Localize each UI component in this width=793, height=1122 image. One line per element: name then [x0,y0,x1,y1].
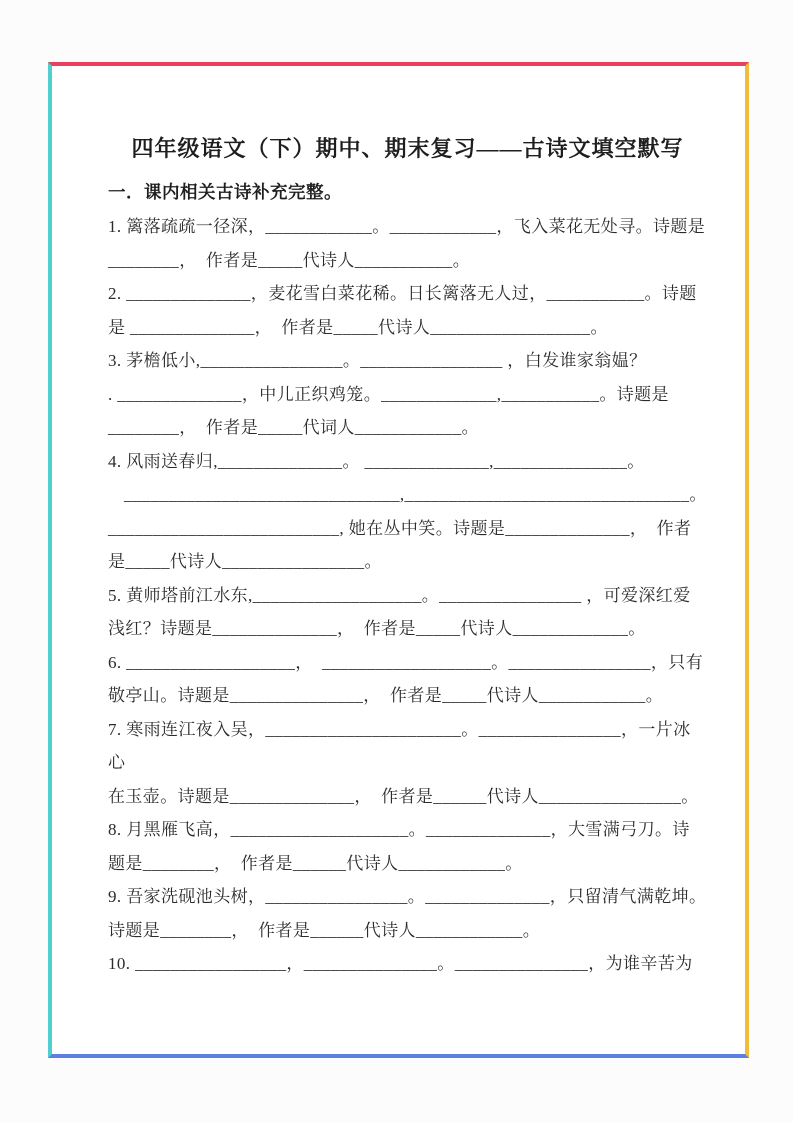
text-row-q1a: 1. 篱落疏疏一径深，____________。____________，飞入菜花无处寻。诗题是 [108,217,706,236]
text-row-q5a: 5. 黄师塔前江水东,___________________。________________ ，可爱深红爱 [108,585,691,605]
text-row-q4d: 是_____代诗人________________。 [108,552,382,571]
text-row-q3a: 3. 茅檐低小,________________。________________ ，白发谁家翁媪？ [108,351,647,370]
page-title: 四年级语文（下）期中、期末复习——古诗文填空默写 [131,136,684,161]
question-list [108,210,707,981]
text-row-q5b: 浅红？诗题是______________， 作者是_____代诗人_____________。 [108,619,646,638]
text-row-q6b: 敬亭山。诗题是_______________， 作者是_____代诗人____________。 [108,686,664,705]
text-row-q1b: ________， 作者是_____代诗人___________。 [108,250,471,270]
text-row-q4c: __________________________, 她在丛中笑。诗题是______________， 作者 [108,518,692,538]
text-row-q7a: 7. 寒雨连江夜入吴，______________________。________________，一片冰心 [108,719,691,772]
text-row-q2a: 2. ______________，麦花雪白菜花稀。日长篱落无人过，___________。诗题 [108,284,697,303]
text-row-q10a: 10. _________________，_______________。_______________，为谁辛苦为 [108,954,693,973]
text-row-q4a: 4. 风雨送春归,______________。 ______________,_______________。 [108,451,645,471]
text-row-q9a: 9. 吾家洗砚池头树，________________。______________，只留清气满乾坤。 [108,887,707,906]
text-row-q8a: 8. 月黑雁飞高，____________________。______________，大雪满弓刀。诗 [108,820,690,839]
text-row-q8b: 题是________， 作者是______代诗人____________。 [108,853,523,873]
text-row-q3c: ________， 作者是_____代词人____________。 [108,418,479,437]
text-row-q4b: _______________________________,________________________________。 [124,485,707,504]
text-row-q2b: 是 ______________， 作者是_____代诗人__________________。 [108,317,608,337]
text-row-q6a: 6. ___________________， ___________________。________________，只有 [108,652,704,672]
section-heading: 一．课内相关古诗补充完整。 [108,182,342,202]
decorative-frame [48,62,749,1058]
text-row-q7b: 在玉壶。诗题是______________， 作者是______代诗人________________。 [108,786,699,806]
text-row-q9b: 诗题是________， 作者是______代诗人____________。 [108,920,541,940]
text-row-q3b: . ______________，中儿正织鸡笼。_____________,___________。诗题是 [108,384,669,404]
